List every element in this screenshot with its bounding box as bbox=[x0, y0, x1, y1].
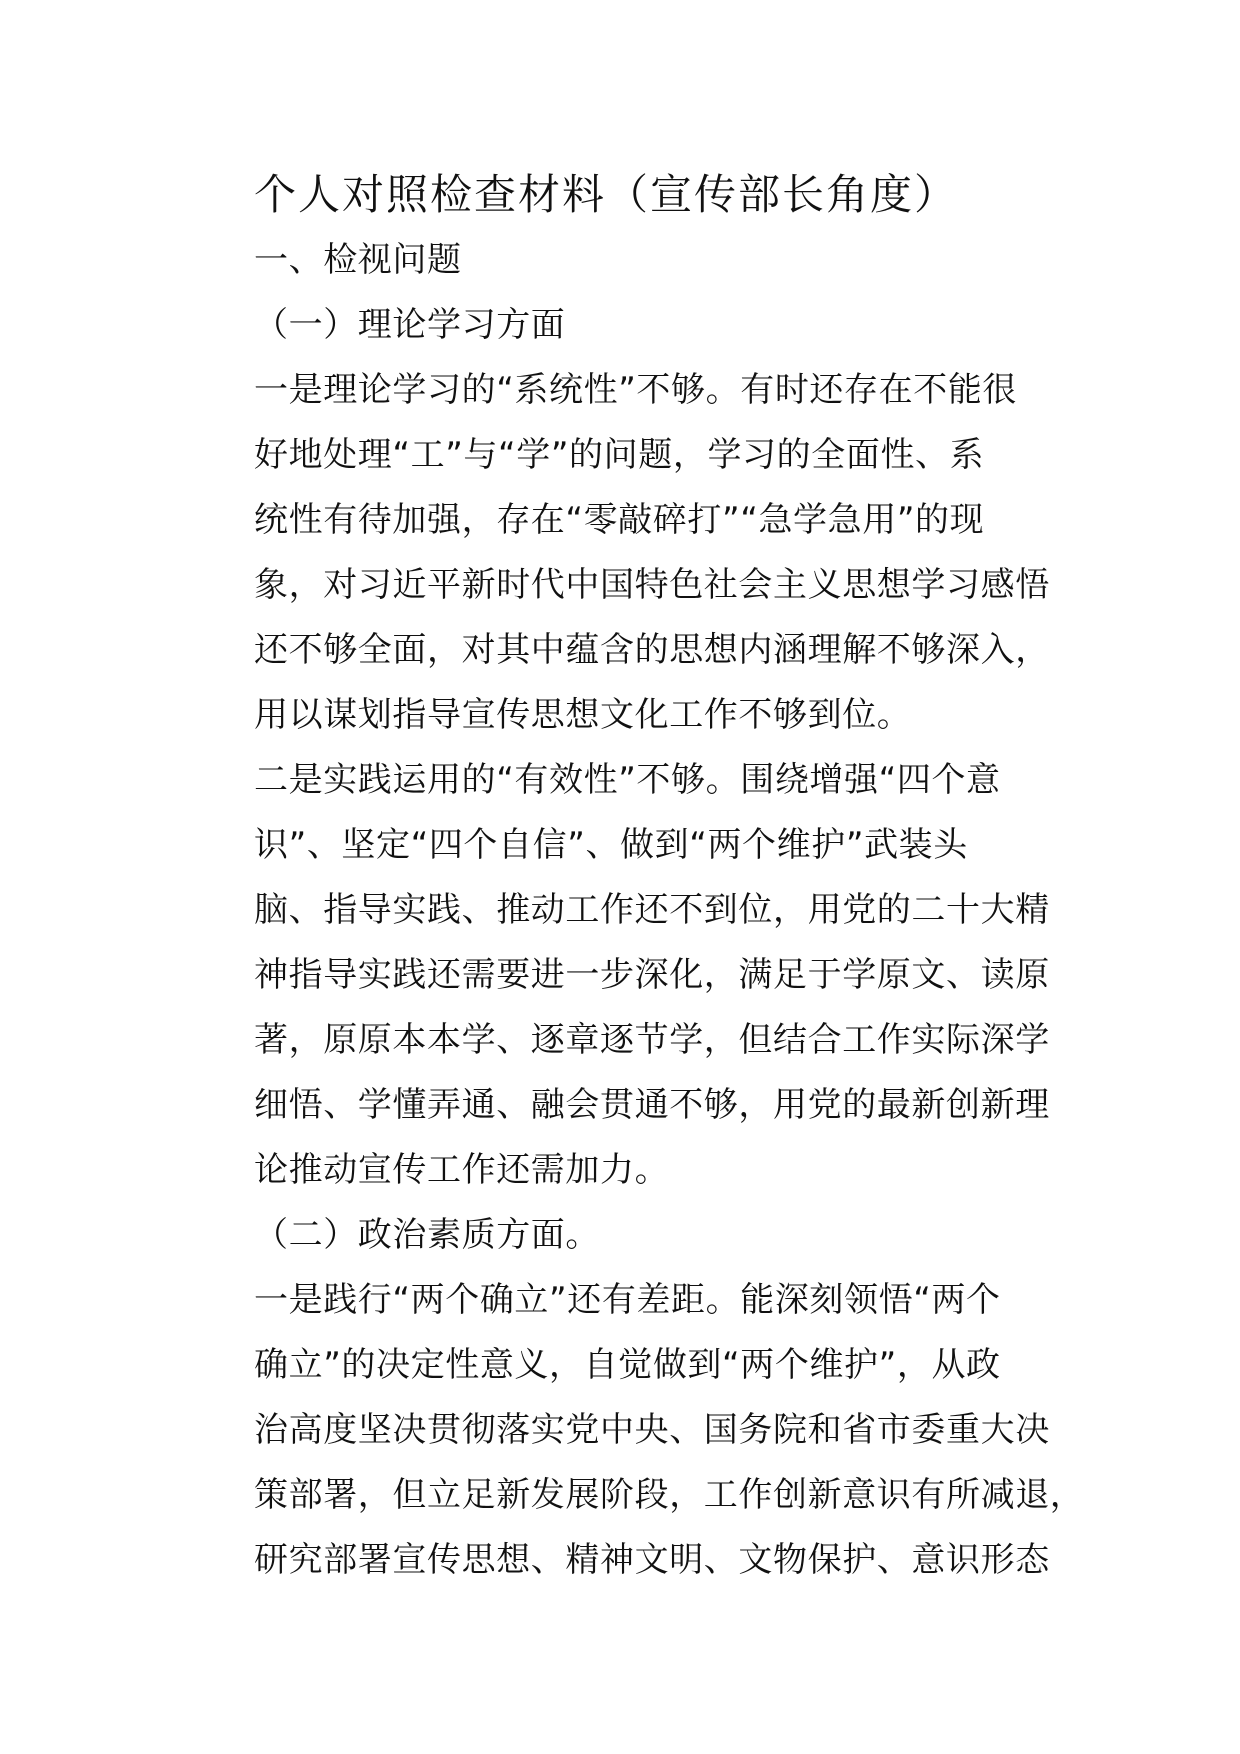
section-heading: 一、检视问题 bbox=[254, 240, 462, 280]
paragraph-line: 研究部署宣传思想、精神文明、文物保护、意识形态 bbox=[254, 1540, 1050, 1580]
paragraph-line: 用以谋划指导宣传思想文化工作不够到位。 bbox=[254, 695, 912, 735]
paragraph-line: 论推动宣传工作还需加力。 bbox=[254, 1150, 670, 1190]
paragraph-line: 象，对习近平新时代中国特色社会主义思想学习感悟 bbox=[254, 565, 1050, 605]
paragraph-line: 脑、指导实践、推动工作还不到位，用党的二十大精 bbox=[254, 890, 1050, 930]
paragraph-line: 一是践行“两个确立”还有差距。能深刻领悟“两个 bbox=[254, 1280, 1001, 1320]
paragraph-line: 著，原原本本学、逐章逐节学，但结合工作实际深学 bbox=[254, 1020, 1050, 1060]
paragraph-line: 识”、坚定“四个自信”、做到“两个维护”武装头 bbox=[254, 825, 968, 865]
paragraph-line: 统性有待加强，存在“零敲碎打”“急学急用”的现 bbox=[254, 500, 985, 540]
paragraph-line: 神指导实践还需要进一步深化，满足于学原文、读原 bbox=[254, 955, 1050, 995]
paragraph-line: 治高度坚决贯彻落实党中央、国务院和省市委重大决 bbox=[254, 1410, 1050, 1450]
paragraph-line: 细悟、学懂弄通、融会贯通不够，用党的最新创新理 bbox=[254, 1085, 1050, 1125]
paragraph-line: 一是理论学习的“系统性”不够。有时还存在不能很 bbox=[254, 370, 1018, 410]
paragraph-line: 好地处理“工”与“学”的问题，学习的全面性、系 bbox=[254, 435, 985, 475]
paragraph-line: 确立”的决定性意义，自觉做到“两个维护”，从政 bbox=[254, 1345, 1001, 1385]
paragraph-line: 策部署，但立足新发展阶段，工作创新意识有所减退， bbox=[254, 1475, 1085, 1515]
document-title: 个人对照检查材料（宣传部长角度） bbox=[254, 170, 959, 219]
paragraph-line: 二是实践运用的“有效性”不够。围绕增强“四个意 bbox=[254, 760, 1001, 800]
subsection-heading: （一）理论学习方面 bbox=[254, 305, 566, 345]
paragraph-line: 还不够全面，对其中蕴含的思想内涵理解不够深入， bbox=[254, 630, 1050, 670]
subsection-heading: （二）政治素质方面。 bbox=[254, 1215, 600, 1255]
